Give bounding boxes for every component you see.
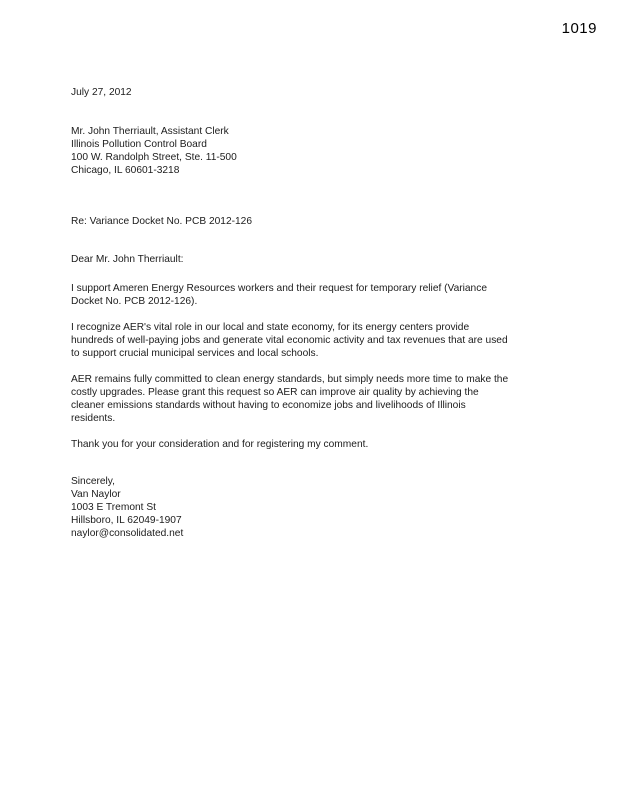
recipient-street: 100 W. Randolph Street, Ste. 11-500 (71, 152, 237, 163)
paragraph-thanks: Thank you for your consideration and for registering my comment. (71, 439, 369, 450)
closing: Sincerely, (71, 476, 115, 487)
recipient-address (71, 125, 511, 177)
sender-email: naylor@consolidated.net (71, 528, 184, 539)
sender-name: Van Naylor (71, 489, 121, 500)
letter-body (71, 86, 511, 540)
salutation: Dear Mr. John Therriault: (71, 254, 184, 265)
letter-date: July 27, 2012 (71, 87, 132, 98)
recipient-city: Chicago, IL 60601-3218 (71, 165, 180, 176)
paragraph-economy: I recognize AER's vital role in our local and state economy, for its energy centers provide hundreds of well-paying jobs and generate vital economic activity and tax revenues that are used to support crucial municipal services and local schools. (71, 322, 508, 359)
signature-block (71, 475, 511, 540)
paragraph-standards: AER remains fully committed to clean energy standards, but simply needs more time to make the costly upgrades. Please grant this request so AER can improve air quality by achieving the cleaner emissions standards without having to economize jobs and livelihoods of Illinois residents. (71, 374, 509, 424)
recipient-organization: Illinois Pollution Control Board (71, 139, 207, 150)
subject-line: Re: Variance Docket No. PCB 2012-126 (71, 216, 253, 227)
page-number: 1019 (561, 20, 597, 37)
recipient-name: Mr. John Therriault, Assistant Clerk (71, 126, 229, 137)
sender-street: 1003 E Tremont St (71, 502, 156, 513)
sender-city: Hillsboro, IL 62049-1907 (71, 515, 182, 526)
paragraph-support: I support Ameren Energy Resources workers and their request for temporary relief (Variance Docket No. PCB 2012-126). (71, 283, 487, 307)
